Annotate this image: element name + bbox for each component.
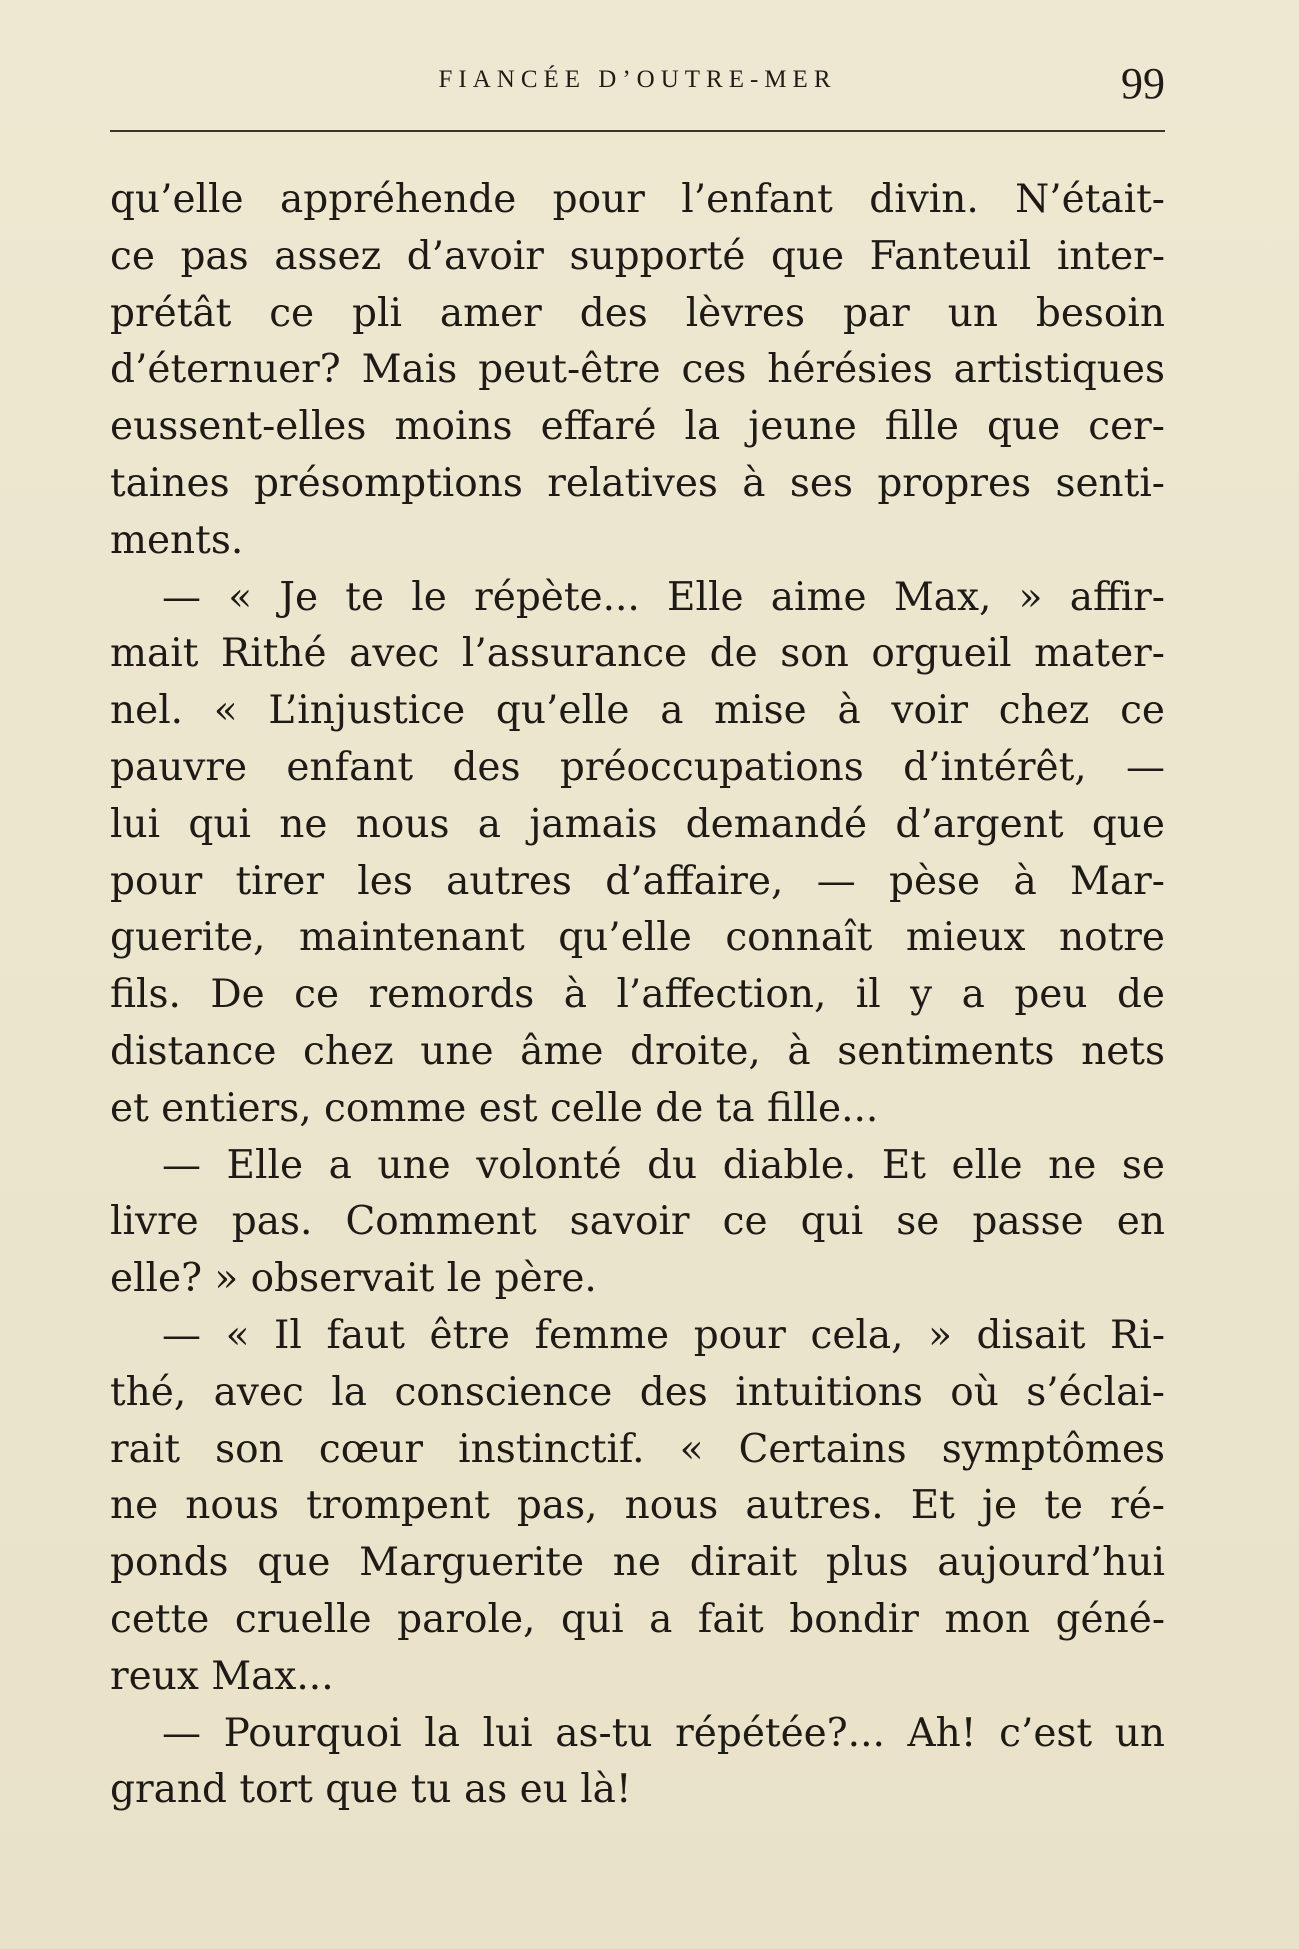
text-body <box>110 172 1165 1819</box>
page-number: 99 <box>1121 59 1165 108</box>
text-line: — Pourquoi la lui as-tu répétée?... Ah! c’est un <box>162 1710 1165 1756</box>
text-line: — « Je te le répète... Elle aime Max, » affir- <box>162 574 1165 620</box>
text-line: taines présomptions relatives à ses propres senti- <box>110 460 1165 506</box>
text-line: fils. De ce remords à l’affection, il y a peu de <box>110 972 1165 1018</box>
text-line: guerite, maintenant qu’elle connaît mieux notre <box>110 915 1165 961</box>
text-line: lui qui ne nous a jamais demandé d’argent que <box>110 801 1165 847</box>
running-header <box>110 58 1165 108</box>
text-line: ne nous trompent pas, nous autres. Et je te ré- <box>110 1483 1165 1529</box>
text-line: rait son cœur instinctif. « Certains symptômes <box>110 1426 1165 1472</box>
text-line: prétât ce pli amer des lèvres par un besoin <box>110 290 1165 336</box>
text-line: ponds que Marguerite ne dirait plus aujourd’hui <box>110 1540 1165 1586</box>
text-line: cette cruelle parole, qui a fait bondir mon géné- <box>110 1596 1165 1642</box>
text-line: thé, avec la conscience des intuitions où s’éclai- <box>110 1369 1165 1415</box>
text-line: pour tirer les autres d’affaire, — pèse à Mar- <box>110 858 1165 904</box>
text-line: — Elle a une volonté du diable. Et elle ne se <box>162 1142 1165 1188</box>
text-line: ce pas assez d’avoir supporté que Fanteuil inter- <box>110 233 1165 279</box>
header-rule <box>110 130 1165 132</box>
text-line: — « Il faut être femme pour cela, » disait Ri- <box>162 1312 1165 1358</box>
text-line: mait Rithé avec l’assurance de son orgueil mater- <box>110 631 1165 677</box>
text-line: qu’elle appréhende pour l’enfant divin. N’était- <box>110 177 1165 222</box>
text-line: d’éternuer? Mais peut-être ces hérésies artistiques <box>110 347 1165 393</box>
text-line: reux Max... <box>110 1653 334 1699</box>
text-line: elle? » observait le père. <box>110 1256 597 1302</box>
text-line: nel. « L’injustice qu’elle a mise à voir chez ce <box>110 688 1165 734</box>
text-line: grand tort que tu as eu là! <box>110 1767 632 1813</box>
text-line: et entiers, comme est celle de ta fille... <box>110 1085 879 1131</box>
text-line: ments. <box>110 517 244 563</box>
text-line: livre pas. Comment savoir ce qui se passe en <box>110 1199 1165 1245</box>
text-line: pauvre enfant des préoccupations d’intérêt, — <box>110 744 1165 790</box>
running-title: FIANCÉE D’OUTRE-MER <box>438 66 837 93</box>
text-line: eussent-elles moins effaré la jeune fille que cer- <box>110 404 1165 450</box>
text-line: distance chez une âme droite, à sentiments nets <box>110 1028 1165 1074</box>
